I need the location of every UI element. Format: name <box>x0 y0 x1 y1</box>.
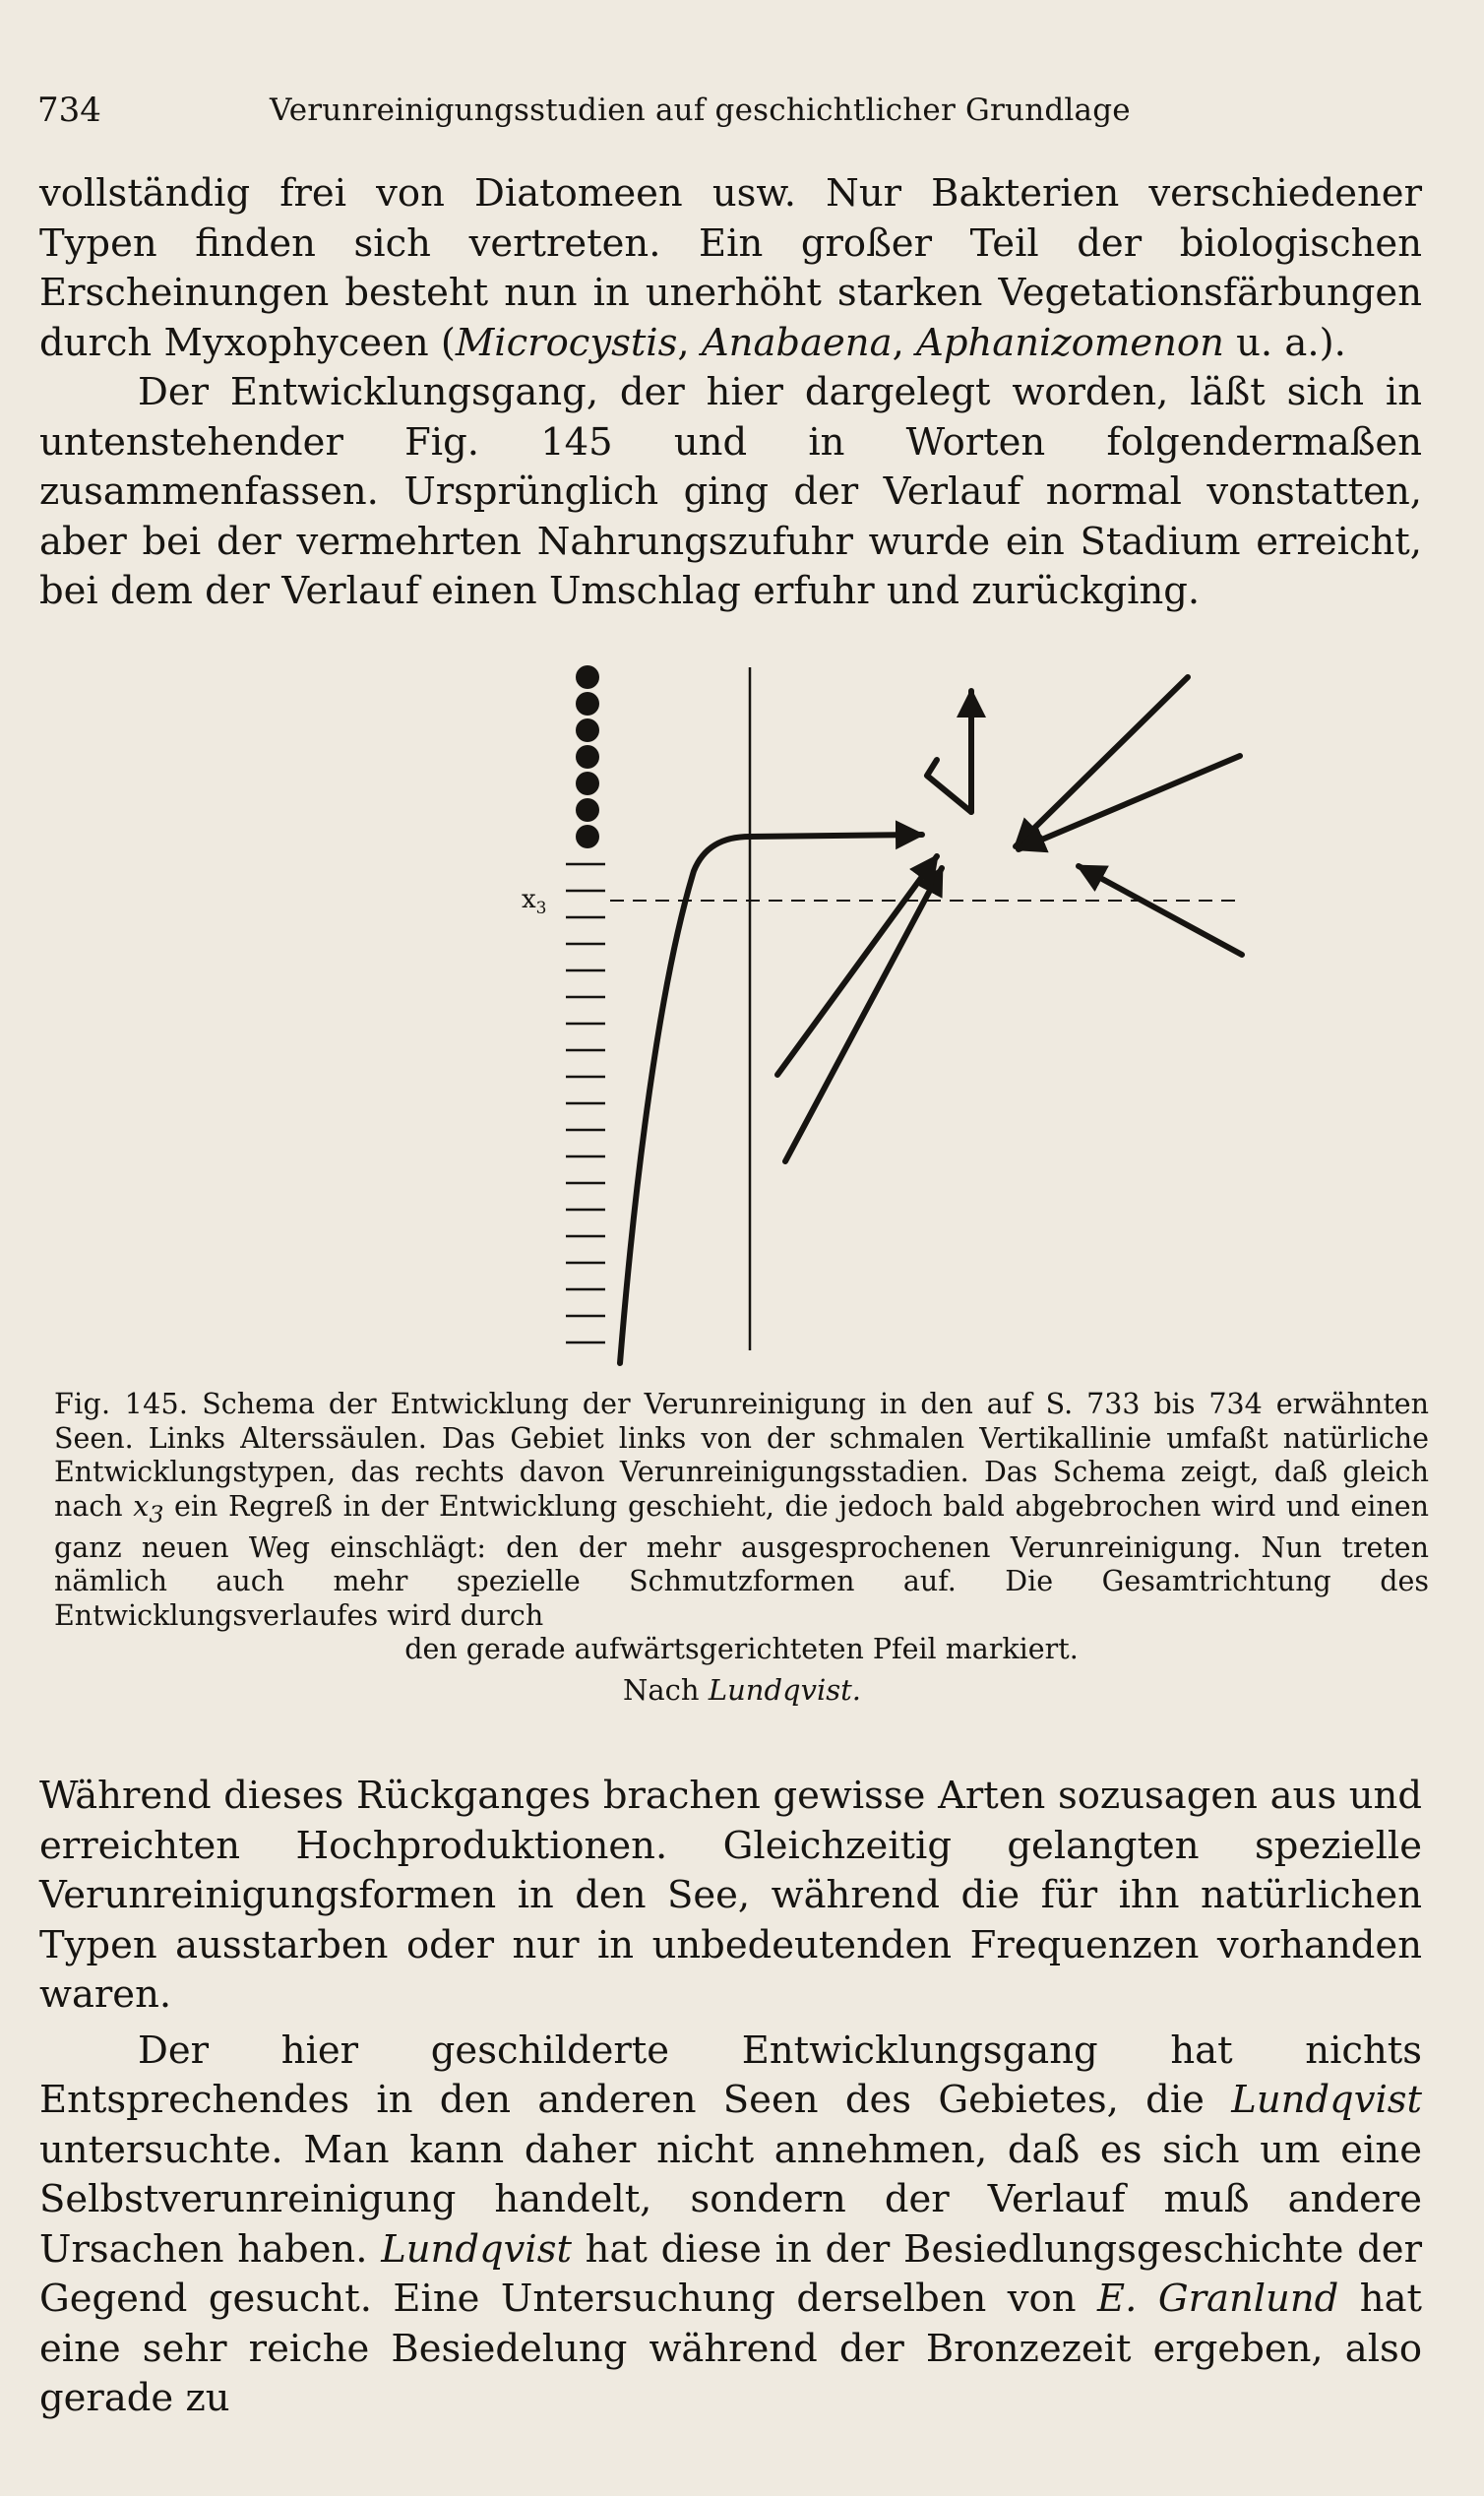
age-column-dots <box>576 665 599 848</box>
page-header <box>37 91 1415 140</box>
development-schema-svg <box>492 650 1260 1378</box>
age-column-ticks <box>566 864 605 1342</box>
genus-anabaena: Anabaena <box>701 320 893 365</box>
page-number: 734 <box>37 91 101 130</box>
development-arrows <box>620 677 1242 1363</box>
running-title: Verunreinigungsstudien auf geschichtlicher Grundlage <box>270 93 1131 128</box>
regress-hook <box>927 760 971 812</box>
incoming-arrow-3 <box>1079 866 1242 955</box>
incoming-arrow-1 <box>1016 677 1188 846</box>
paragraph-3: Während dieses Rückganges brachen gewisse Arten sozusagen aus und erreichten Hochproduktionen. Gleichzeitig gelangten spezielle Verunreinigungsformen in den See, während die für ihn natürlichen Typen ausstarben oder nur in unbedeutenden Frequenzen vorhanden waren. <box>39 1774 1422 2017</box>
main-development-curve <box>620 835 922 1363</box>
genus-microcystis: Microcystis <box>455 320 678 365</box>
paragraph-1: vollständig frei von Diatomeen usw. Nur Bakterien verschiedener Typen finden sich vertreten. Ein großer Teil der biologischen Erscheinungen besteht nun in unerhöht starken Vegetationsfärbungen durch Myxophyceen (Microcystis, Anabaena, Aphanizomenon u. a.). <box>39 171 1422 365</box>
caption-x3: $x_3$ <box>133 1489 164 1529</box>
x3-label: $x_3$ <box>522 885 547 918</box>
genus-aphanizomenon: Aphanizomenon <box>916 320 1224 365</box>
pollution-arrow-2 <box>777 856 937 1075</box>
body-text-bottom <box>39 1772 1422 2424</box>
pollution-arrow-1 <box>785 868 942 1161</box>
author-lundqvist-2: Lundqvist <box>381 2226 572 2272</box>
credit-author: Lundqvist. <box>708 1673 861 1707</box>
figure-credit: Nach Lundqvist. <box>623 1673 861 1707</box>
paragraph-4: Der hier geschilderte Entwicklungsgang hat nichts Entsprechendes in den anderen Seen des Gebietes, die Lundqvist untersuchte. Man kann daher nicht annehmen, daß es sich um eine Selbstverunreinigung handelt, sondern der Verlauf muß andere Ursachen haben. Lundqvist hat diese in der Besiedlungsgeschichte der Gegend gesucht. Eine Untersuchung derselben von E. Granlund hat eine sehr reiche Besiedelung während der Bronzezeit ergeben, also gerade zu <box>39 2028 1422 2420</box>
figure-145-diagram <box>492 650 1260 1378</box>
incoming-arrow-2 <box>1019 756 1240 849</box>
caption-figure-label: Fig. 145. <box>54 1388 189 1420</box>
caption-last-line: den gerade aufwärtsgerichteten Pfeil markiert. <box>404 1633 1079 1666</box>
author-granlund: E. Granlund <box>1097 2277 1339 2321</box>
author-lundqvist-1: Lundqvist <box>1231 2078 1422 2122</box>
body-text-top <box>39 169 1422 617</box>
figure-caption: Fig. 145. Schema der Entwicklung der Verunreinigung in den auf S. 733 bis 734 erwähnten Seen. Links Alterssäulen. Das Gebiet links von der schmalen Vertikallinie umfaßt natürliche Entwicklungstypen, das rechts davon Verunreinigungsstadien. Das Schema zeigt, daß gleich nach $x_3$ ein Regreß in der Entwicklung geschieht, die jedoch bald abgebrochen wird und einen ganz neuen Weg einschlägt: den der mehr ausgesprochenen Verunreinigung. Nun treten nämlich auch mehr spezielle Schmutzformen auf. Die Gesamtrichtung des Entwicklungsverlaufes wird durch den gerade aufwärtsgerichteten Pfeil markiert. <box>54 1388 1429 1666</box>
paragraph-2: Der Entwicklungsgang, der hier dargelegt worden, läßt sich in untenstehender Fig. 145 und in Worten folgendermaßen zusammenfassen. Ursprünglich ging der Verlauf normal vonstatten, aber bei der vermehrten Nahrungszufuhr wurde ein Stadium erreicht, bei dem der Verlauf einen Umschlag erfuhr und zurückging. <box>39 370 1422 613</box>
